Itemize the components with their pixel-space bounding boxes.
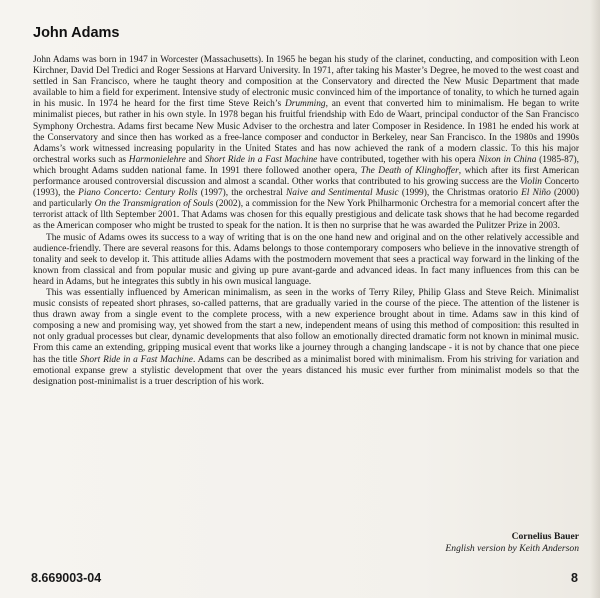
page-number: 8	[571, 571, 578, 585]
work-title: On the Transmigration of Souls	[94, 199, 214, 210]
paragraph	[33, 55, 579, 233]
biography-text	[33, 55, 579, 388]
translator-credit: English version by Keith Anderson	[445, 542, 579, 554]
work-title: Short Ride in a Fast Machine	[204, 154, 318, 165]
text-run: The music of Adams owes its success to a way of writing that is on the one hand new and original and on the other relatively accessible and audience-friendly. There are several reasons for this. Adams belongs to those contemporary composers who believe in the innovative strength of tonality and seek to develop it. This attitude allies Adams with the postmodern movement that sees a practical way forward in the linking of the known from classical and from popular music and giving up pure avant-garde and advanced ideas. In fact many influences from this can be heard in Adams, but he integrates this subtly in his own musical language.	[33, 232, 579, 287]
work-title: Nixon in China	[478, 154, 537, 165]
text-run: (1985-87), which brought Adams sudden national fame. In 1991 there followed another opera,	[33, 154, 579, 176]
text-run: and	[185, 154, 205, 165]
text-run: , which after its first American performance aroused controversial discussion and almost a scandal. Other works that contributed to his growing success are the	[33, 165, 580, 188]
text-run: This was essentially influenced by American minimalism, as seen in the works of Terry Riley, Philip Glass and Steve Reich. Minimalist music consists of repeated short phrases, so-called patterns, that are gradually varied in the course of the piece. The attention of the listener is thus drawn away from a single event to the complete process, with a new experience brought about in time. Adams saw in this kind of composing a new and promising way, yet showed from the start a new, independent means of using this method of composition: this resulted in not only gradual processes but clear, dynamic developments that also follow an emotionally directed dramatic form not known in minimal music. From this came an extending, gripping musical event that works like a journey through a changing landscape - it is not by chance that one piece has the title	[33, 287, 579, 365]
page-heading: John Adams	[33, 25, 120, 41]
work-title: El Niño	[521, 188, 551, 199]
author-name: Cornelius Bauer	[511, 531, 579, 542]
text-run: Concerto (1993), the	[33, 177, 579, 199]
text-run: , an event that converted him to minimalism. He began to write minimalist pieces, but rather in his own style. In 1978 began his fruitful friendship with Edo de Waart, principal conductor of the San Francisco Symphony Orchestra. Adams first became New Music Adviser to the orchestra and later Composer in Residence. In 1981 he ended his work at the Conservatory and since then has worked as a free-lance composer and conductor in Berkeley, near San Francisco. In the 1980s and 1990s Adams’s work witnessed increasing popularity in the United States and has now achieved the rank of a modern classic. To this his major orchestral works such as	[33, 99, 579, 165]
page-spine-shadow	[590, 0, 600, 598]
text-run: (2002), a commission for the New York Philharmonic Orchestra for a memorial concert after the terrorist attack of llth September 2001. That Adams was chosen for this equally prestigious and delicate task shows that he had become regarded as the American composer who might be trusted to speak for the nation. It is then no surprise that he was awarded the Pulitzer Prize in 2003.	[33, 199, 580, 232]
work-title: The Death of Klinghoffer	[360, 165, 459, 176]
work-title: Harmonielehre	[128, 154, 186, 165]
text-run: (1997), the orchestral	[197, 188, 287, 199]
work-title: Short Ride in a Fast Machine	[79, 354, 193, 365]
work-title: Violin	[519, 177, 542, 188]
paragraph	[33, 233, 579, 288]
paragraph	[33, 288, 579, 388]
author-credit	[445, 531, 579, 554]
work-title: Drumming	[284, 99, 326, 110]
text-run: John Adams was born in 1947 in Worcester (Massachusetts). In 1965 he began his study of the clarinet, conducting, and composition with Leon Kirchner, David Del Tredici and Roger Sessions at Harvard University. In 1971, after taking his Master’s Degree, he moved to the west coast and settled in San Francisco, where he taught theory and composition at the Conservatory and directed the New Music Department that made available to him a field for experiment. Intensive study of electronic music convinced him of the importance of tonality, to which he turned again in his music. In 1974 he heard for the first time Steve Reich’s	[33, 55, 579, 110]
work-title: Piano Concerto: Century Rolls	[78, 188, 198, 199]
catalog-number: 8.669003-04	[31, 571, 102, 585]
text-run: (2000) and particularly	[33, 188, 579, 210]
text-run: (1999), the Christmas oratorio	[398, 188, 522, 199]
text-run: have contributed, together with his opera	[317, 154, 479, 165]
work-title: Naive and Sentimental Music	[286, 188, 399, 199]
text-run: . Adams can be described as a minimalist bored with minimalism. From his striving for variation and emotional expanse grew a stylistic development that over the years distanced his music ever further from minimalist models so that the designation post-minimalist is a truer description of his work.	[33, 354, 579, 387]
